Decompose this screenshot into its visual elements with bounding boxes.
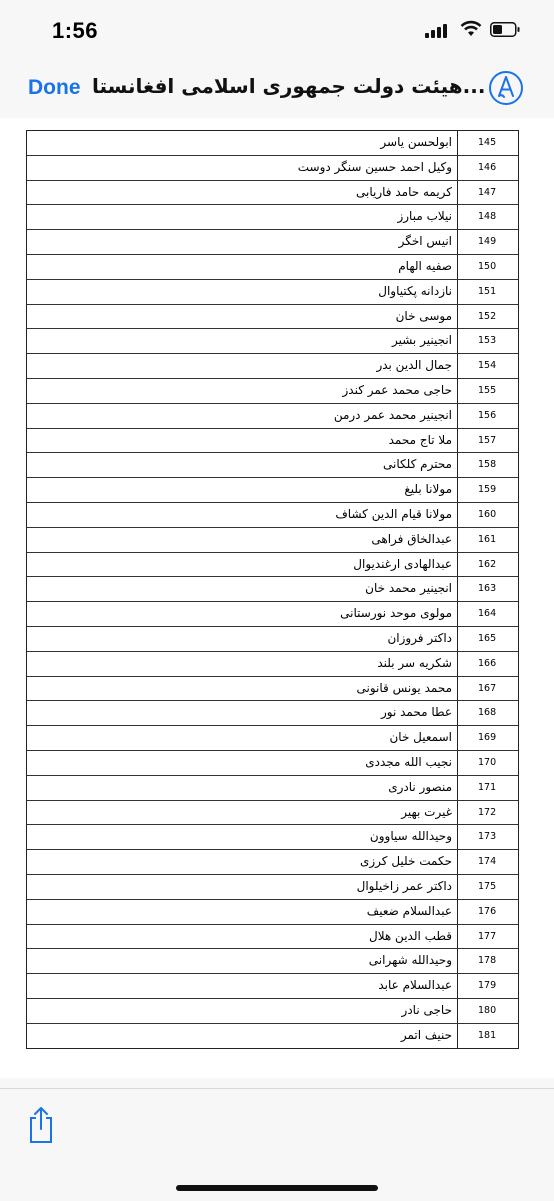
table-row [27,404,518,429]
column-divider [457,677,458,701]
name-cell: نیلاب مبارز [397,209,452,224]
row-number-cell: 170 [478,756,497,768]
row-number-cell: 168 [478,707,497,719]
home-indicator [176,1185,378,1191]
name-cell: وحیدالله شهرانی [368,953,452,968]
row-number-cell: 161 [478,533,497,545]
name-cell: نجیب الله مجددی [365,754,452,769]
table-row [27,652,518,677]
column-divider [457,776,458,800]
name-cell: داکتر عمر زاخیلوال [356,878,452,893]
column-divider [457,429,458,453]
name-cell: کریمه حامد فاریابی [356,184,452,199]
name-cell: وکیل احمد حسین سنگر دوست [297,159,452,174]
status-time: 1:56 [52,18,99,43]
column-divider [457,305,458,329]
name-cell: عبدالسلام عابد [378,978,452,993]
row-number-cell: 165 [478,632,497,644]
row-number-cell: 169 [478,732,497,744]
table-row [27,503,518,528]
row-number-cell: 149 [478,236,497,248]
row-number-cell: 181 [478,1029,497,1041]
row-number-cell: 153 [478,335,497,347]
name-cell: جمال الدین بدر [376,358,452,373]
table-row [27,255,518,280]
name-cell: حاجی نادر [401,1002,452,1017]
row-number-cell: 176 [478,905,497,917]
column-divider [457,1024,458,1049]
name-cell: مولانا بلیغ [404,482,452,497]
column-divider [457,701,458,725]
table-row [27,999,518,1024]
table-row [27,701,518,726]
column-divider [457,999,458,1023]
column-divider [457,553,458,577]
name-cell: انجینیر بشیر [391,333,452,348]
name-cell: ملا تاج محمد [388,432,452,447]
row-number-cell: 154 [478,360,497,372]
table-row [27,1024,518,1049]
row-number-cell: 147 [478,186,497,198]
name-cell: ابولحسن یاسر [380,135,452,149]
table-row [27,553,518,578]
table-row [27,776,518,801]
table-row [27,602,518,627]
row-number-cell: 177 [478,930,497,942]
table-row [27,627,518,652]
row-number-cell: 164 [478,608,497,620]
row-number-cell: 174 [478,856,497,868]
column-divider [457,255,458,279]
table-row [27,453,518,478]
table-row [27,329,518,354]
battery-icon [490,22,520,37]
row-number-cell: 180 [478,1004,497,1016]
row-number-cell: 166 [478,657,497,669]
column-divider [457,354,458,378]
column-divider [457,404,458,428]
column-divider [457,528,458,552]
names-table [26,130,519,1049]
markup-pen-icon [488,70,524,106]
table-row [27,875,518,900]
table-row [27,230,518,255]
name-cell: انجینیر محمد عمر درمن [333,407,452,422]
column-divider [457,925,458,949]
column-divider [457,379,458,403]
wifi-icon [460,20,482,38]
table-row [27,751,518,776]
name-cell: انیس اخگر [398,234,452,249]
done-button[interactable]: Done [28,76,81,99]
column-divider [457,652,458,676]
row-number-cell: 162 [478,558,497,570]
name-cell: منصور نادری [388,779,452,794]
column-divider [457,751,458,775]
markup-button[interactable] [488,70,524,106]
column-divider [457,602,458,626]
name-cell: قطب الدین هلال [369,928,452,943]
row-number-cell: 150 [478,260,497,272]
name-cell: عطا محمد نور [380,705,452,720]
row-number-cell: 163 [478,583,497,595]
row-number-cell: 172 [478,806,497,818]
document-page[interactable] [0,118,554,1078]
row-number-cell: 173 [478,831,497,843]
column-divider [457,503,458,527]
row-number-cell: 151 [478,285,497,297]
cellular-signal-icon [425,24,447,38]
column-divider [457,900,458,924]
share-icon [26,1105,56,1145]
name-cell: صفیه الهام [398,258,452,273]
table-row [27,949,518,974]
name-cell: مولانا قیام الدین کشاف [335,506,452,521]
name-cell: حنیف اتمر [400,1027,452,1042]
name-cell: نازدانه پکتیاوال [378,283,452,298]
row-number-cell: 171 [478,781,497,793]
table-row [27,726,518,751]
name-cell: موسی خان [395,308,452,323]
name-cell: اسمعیل خان [389,730,452,745]
table-row [27,677,518,702]
column-divider [457,453,458,477]
column-divider [457,627,458,651]
column-divider [457,825,458,849]
navigation-bar [0,62,554,118]
table-row [27,478,518,503]
name-cell: غیرت بهیر [401,804,452,819]
row-number-cell: 167 [478,682,497,694]
table-row [27,429,518,454]
name-cell: عبدالهادی ارغندیوال [353,556,452,571]
document-title: هیئت دولت جمهوری اسلامی افغانستا... [92,74,486,98]
status-bar [0,0,554,62]
row-number-cell: 145 [478,137,497,148]
column-divider [457,974,458,998]
table-row [27,205,518,230]
row-number-cell: 155 [478,384,497,396]
table-row [27,181,518,206]
share-button[interactable] [26,1105,56,1145]
name-cell: عبدالسلام ضعیف [366,903,452,918]
table-row [27,305,518,330]
column-divider [457,478,458,502]
table-row [27,280,518,305]
column-divider [457,949,458,973]
column-divider [457,577,458,601]
name-cell: مولوی موحد نورستانی [340,606,452,621]
row-number-cell: 178 [478,955,497,967]
table-row [27,528,518,553]
table-row [27,354,518,379]
row-number-cell: 152 [478,310,497,322]
column-divider [457,280,458,304]
bottom-toolbar [0,1088,554,1201]
name-cell: حاجی محمد عمر کندز [342,382,452,397]
column-divider [457,875,458,899]
row-number-cell: 160 [478,508,497,520]
table-row [27,131,518,156]
table-row [27,801,518,826]
column-divider [457,801,458,825]
column-divider [457,726,458,750]
row-number-cell: 148 [478,211,497,223]
row-number-cell: 157 [478,434,497,446]
name-cell: عبدالخاق فراهی [371,531,452,546]
name-cell: شکریه سر بلند [377,655,452,670]
row-number-cell: 179 [478,980,497,992]
name-cell: داکتر فروزان [387,630,452,645]
name-cell: حکمت خلیل کرزی [359,854,452,869]
column-divider [457,230,458,254]
name-cell: وحیدالله سیاوون [369,829,452,844]
row-number-cell: 159 [478,484,497,496]
name-cell: محمد یونس قانونی [356,680,452,695]
table-row [27,925,518,950]
column-divider [457,205,458,229]
row-number-cell: 175 [478,880,497,892]
name-cell: انجینیر محمد خان [365,581,452,596]
column-divider [457,156,458,180]
column-divider [457,850,458,874]
table-row [27,577,518,602]
table-row [27,379,518,404]
row-number-cell: 156 [478,409,497,421]
table-row [27,825,518,850]
table-row [27,850,518,875]
table-row [27,974,518,999]
column-divider [457,181,458,205]
row-number-cell: 158 [478,459,497,471]
table-row [27,156,518,181]
column-divider [457,329,458,353]
table-row [27,900,518,925]
column-divider [457,131,458,155]
name-cell: محترم کلکانی [383,457,452,472]
row-number-cell: 146 [478,161,497,173]
